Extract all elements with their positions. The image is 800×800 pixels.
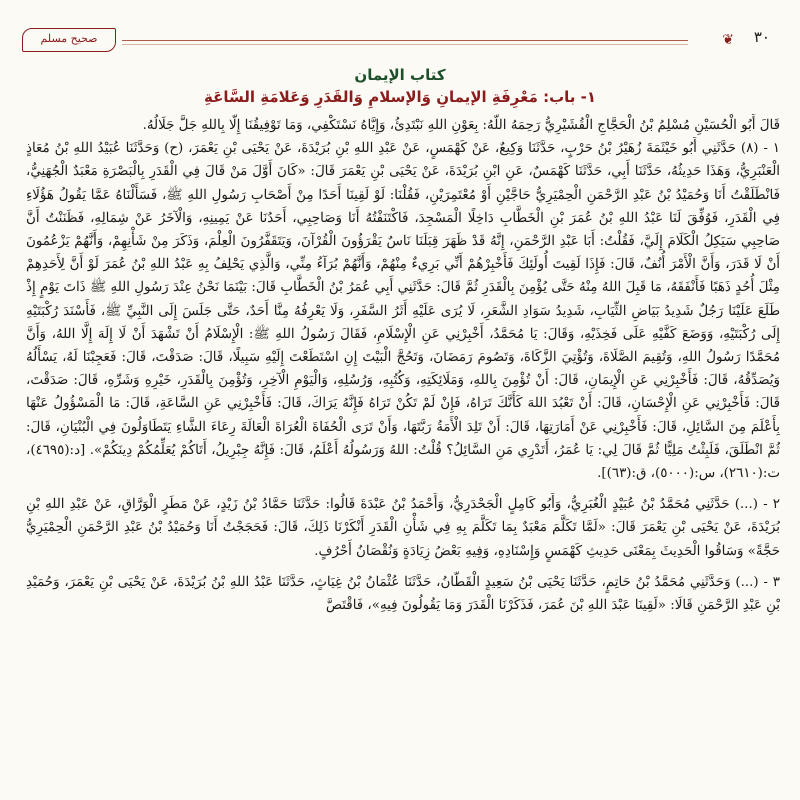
book-title: كتاب الإيمان: [354, 66, 446, 84]
page-body: [26, 114, 780, 617]
chapter-title: ١- باب: مَعْرِفَةِ الإيمانِ وَالإسلامِ وَالقَدَرِ وَعَلامَةِ السَّاعَةِ: [203, 88, 597, 106]
book-logo: صحيح مسلم: [22, 28, 116, 52]
page-number: ٣٠: [753, 28, 770, 46]
paragraph-hadith-3: ٣ - (...) وَحَدَّثَنِي مُحَمَّدُ بْنُ حَاتِمٍ، حَدَّثَنَا يَحْيَى بْنُ سَعِيدٍ الْقَطَّانُ، حَدَّثَنَا عُثْمَانُ بْنُ غِيَاثٍ، حَدَّثَنَا عَبْدُ اللهِ بْنُ بُرَيْدَةَ، عَنْ يَحْيَى بْنِ يَعْمَرَ، وَحُمَيْدِ بْنِ عَبْدِ الرَّحْمَنِ قَالَا: «لَقِينَا عَبْدَ اللهِ بْنَ عُمَرَ، فَذَكَرْنَا الْقَدَرَ وَمَا يَقُولُونَ فِيهِ»، فَاقْتَصَّ: [26, 574, 780, 614]
header-rule: [122, 40, 688, 41]
paragraph-hadith-2: ٢ - (...) حَدَّثَنِي مُحَمَّدُ بْنُ عُبَيْدٍ الْغُبَرِيُّ، وَأَبُو كَامِلٍ الْجَحْدَرِيُّ، وَأَحْمَدُ بْنُ عَبْدَةَ قَالُوا: حَدَّثَنَا حَمَّادُ بْنُ زَيْدٍ، عَنْ مَطَرٍ الْوَرَّاقِ، عَنْ عَبْدِ اللهِ بْنِ بُرَيْدَةَ، عَنْ يَحْيَى بْنِ يَعْمَرَ قَالَ: «لَمَّا تَكَلَّمَ مَعْبَدٌ بِمَا تَكَلَّمَ بِهِ فِي شَأْنِ الْقَدَرِ أَنْكَرْنَا ذَلِكَ، قَالَ: فَحَجَجْتُ أَنَا وَحُمَيْدُ بْنُ عَبْدِ الرَّحْمَنِ الْحِمْيَرِيُّ حَجَّةً» وَسَاقُوا الْحَدِيثَ بِمَعْنَى حَدِيثِ كَهْمَسٍ وَإِسْنَادِهِ، وَفِيهِ بَعْضُ زِيَادَةٍ وَنُقْصَانُ أَحْرُفٍ.: [26, 497, 780, 559]
paragraph-hadith-1: ١ - (٨) حَدَّثَنِي أَبُو خَيْثَمَةَ زُهَيْرُ بْنُ حَرْبٍ، حَدَّثَنَا وَكِيعٌ، عَنْ كَهْمَسٍ، عَنْ عَبْدِ اللهِ بْنِ بُرَيْدَةَ، عَنْ يَحْيَى بْنِ يَعْمَرَ، (ح) وَحَدَّثَنَا عُبَيْدُ اللهِ بْنُ مُعَاذٍ الْعَنْبَرِيُّ، وَهَذَا حَدِيثُهُ، حَدَّثَنَا أَبِي، حَدَّثَنَا كَهْمَسٌ، عَنِ ابْنِ بُرَيْدَةَ، عَنْ يَحْيَى بْنِ يَعْمَرَ قَالَ: «كَانَ أَوَّلَ مَنْ قَالَ فِي الْقَدَرِ بِالْبَصْرَةِ مَعْبَدٌ الْجُهَنِيُّ، فَانْطَلَقْتُ أَنَا وَحُمَيْدُ بْنُ عَبْدِ الرَّحْمَنِ الْحِمْيَرِيُّ حَاجَّيْنِ أَوْ مُعْتَمِرَيْنِ، فَقُلْنَا: لَوْ لَقِينَا أَحَدًا مِنْ أَصْحَابِ رَسُولِ اللهِ ﷺ، فَسَأَلْنَاهُ عَمَّا يَقُولُ هَؤُلَاءِ فِي الْقَدَرِ، فَوُفِّقَ لَنَا عَبْدُ اللهِ بْنُ عُمَرَ بْنِ الْخَطَّابِ دَاخِلًا الْمَسْجِدَ، فَاكْتَنَفْتُهُ أَنَا وَصَاحِبِي، أَحَدُنَا عَنْ يَمِينِهِ، وَالْآخَرُ عَنْ شِمَالِهِ، فَظَنَنْتُ أَنَّ صَاحِبِي سَيَكِلُ الْكَلَامَ إِلَيَّ، فَقُلْتُ: أَبَا عَبْدِ الرَّحْمَنِ، إِنَّهُ قَدْ ظَهَرَ قِبَلَنَا نَاسٌ يَقْرَؤُونَ الْقُرْآنَ، وَيَتَقَفَّرُونَ الْعِلْمَ، وَذَكَرَ مِنْ شَأْنِهِمْ، وَأَنَّهُمْ يَزْعُمُونَ أَنْ لَا قَدَرَ، وَأَنَّ الْأَمْرَ أُنُفٌ، قَالَ: فَإِذَا لَقِيتَ أُولَئِكَ فَأَخْبِرْهُمْ أَنِّي بَرِيءٌ مِنْهُمْ، وَأَنَّهُمْ بُرَآءُ مِنِّي، وَالَّذِي يَحْلِفُ بِهِ عَبْدُ اللهِ بْنُ عُمَرَ لَوْ أَنَّ لِأَحَدِهِمْ مِثْلَ أُحُدٍ ذَهَبًا فَأَنْفَقَهُ، مَا قَبِلَ اللهُ مِنْهُ حَتَّى يُؤْمِنَ بِالْقَدَرِ ثُمَّ قَالَ: حَدَّثَنِي أَبِي عُمَرُ بْنُ الْخَطَّابِ قَالَ: بَيْنَمَا نَحْنُ عِنْدَ رَسُولِ اللهِ ﷺ ذَاتَ يَوْمٍ إِذْ طَلَعَ عَلَيْنَا رَجُلٌ شَدِيدُ بَيَاضِ الثِّيَابِ، شَدِيدُ سَوَادِ الشَّعَرِ، لَا يُرَى عَلَيْهِ أَثَرُ السَّفَرِ، وَلَا يَعْرِفُهُ مِنَّا أَحَدٌ، حَتَّى جَلَسَ إِلَى النَّبِيِّ ﷺ، فَأَسْنَدَ رُكْبَتَيْهِ إِلَى رُكْبَتَيْهِ، وَوَضَعَ كَفَّيْهِ عَلَى فَخِذَيْهِ، وَقَالَ: يَا مُحَمَّدُ، أَخْبِرْنِي عَنِ الْإِسْلَامِ، فَقَالَ رَسُولُ اللهِ ﷺ: الْإِسْلَامُ أَنْ تَشْهَدَ أَنْ لَا إِلَهَ إِلَّا اللهُ، وَأَنَّ مُحَمَّدًا رَسُولُ اللهِ، وَتُقِيمَ الصَّلَاةَ، وَتُؤْتِيَ الزَّكَاةَ، وَتَصُومَ رَمَضَانَ، وَتَحُجَّ الْبَيْتَ إِنِ اسْتَطَعْتَ إِلَيْهِ سَبِيلًا، قَالَ: صَدَقْتَ، قَالَ: فَعَجِبْنَا لَهُ، يَسْأَلُهُ وَيُصَدِّقُهُ، قَالَ: فَأَخْبِرْنِي عَنِ الْإِيمَانِ، قَالَ: أَنْ تُؤْمِنَ بِاللهِ، وَمَلَائِكَتِهِ، وَكُتُبِهِ، وَرُسُلِهِ، وَالْيَوْمِ الْآخِرِ، وَتُؤْمِنَ بِالْقَدَرِ، خَيْرِهِ وَشَرِّهِ، قَالَ: صَدَقْتَ، قَالَ: فَأَخْبِرْنِي عَنِ الْإِحْسَانِ، قَالَ: أَنْ تَعْبُدَ اللهَ كَأَنَّكَ تَرَاهُ، فَإِنْ لَمْ تَكُنْ تَرَاهُ فَإِنَّهُ يَرَاكَ، قَالَ: فَأَخْبِرْنِي عَنِ السَّاعَةِ، قَالَ: مَا الْمَسْؤُولُ عَنْهَا بِأَعْلَمَ مِنَ السَّائِلِ، قَالَ: فَأَخْبِرْنِي عَنْ أَمَارَتِهَا، قَالَ: أَنْ تَلِدَ الْأَمَةُ رَبَّتَهَا، وَأَنْ تَرَى الْحُفَاةَ الْعُرَاةَ الْعَالَةَ رِعَاءَ الشَّاءِ يَتَطَاوَلُونَ فِي الْبُنْيَانِ، قَالَ: ثُمَّ انْطَلَقَ، فَلَبِثْتُ مَلِيًّا ثُمَّ قَالَ لِي: يَا عُمَرُ، أَتَدْرِي مَنِ السَّائِلُ؟ قُلْتُ: اللهُ وَرَسُولُهُ أَعْلَمُ، قَالَ: فَإِنَّهُ جِبْرِيلُ، أَتَاكُمْ يُعَلِّمُكُمْ دِينَكُمْ». [د:(٤٦٩٥)، ت:(٢٦١٠)، س:(٥٠٠٠)، ق:(٦٣)].: [26, 141, 780, 482]
page-number-ornament-icon: ❦: [722, 32, 734, 48]
header-rule-secondary: [122, 44, 688, 45]
page-header: [22, 30, 778, 56]
paragraph-intro: قَالَ أَبُو الْحُسَيْنِ مُسْلِمُ بْنُ الْحَجَّاجِ الْقُشَيْرِيُّ رَحِمَهُ اللَّهُ: بِعَوْنِ اللهِ نَبْتَدِئُ، وَإِيَّاهُ نَسْتَكْفِي، وَمَا تَوْفِيقُنَا إِلَّا بِاللهِ جَلَّ جَلَالُهُ.: [142, 118, 780, 133]
